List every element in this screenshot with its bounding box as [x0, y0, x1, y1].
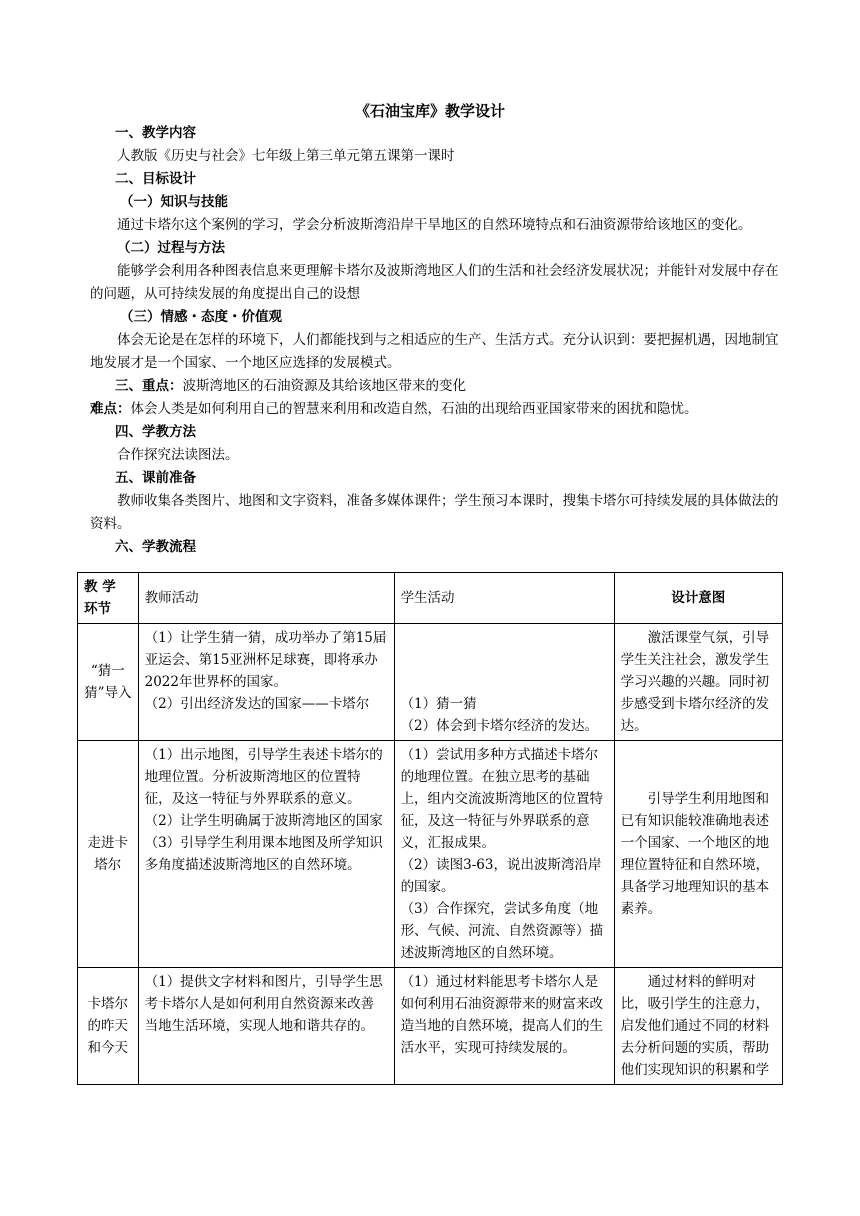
section-heading: 六、学教流程: [115, 539, 196, 555]
intent-cell: 激活课堂气氛，引导学生关注社会，激发学生学习兴趣的兴趣。同时初步感受到卡塔尔经济的发达。: [614, 624, 782, 741]
table-row: [78, 624, 783, 741]
header-intent: 设计意图: [614, 573, 782, 624]
key-point-text: 波斯湾地区的石油资源及其给该地区带来的变化: [182, 378, 466, 394]
difficulty: [90, 398, 790, 421]
student-cell: [394, 741, 614, 968]
header-teacher: 教师活动: [138, 573, 394, 624]
subsection-heading: （三）情感・态度・价值观: [120, 309, 282, 325]
table-row: [78, 741, 783, 968]
section-text: 教师收集各类图片、地图和文字资料，准备多媒体课件；学生预习本课时，搜集卡塔尔可持续发展的具体做法的资料。: [90, 493, 779, 532]
key-point: [90, 375, 790, 398]
section-heading: 二、目标设计: [115, 171, 196, 187]
subsection-text: 体会无论是在怎样的环境下，人们都能找到与之相适应的生产、生活方式。充分认识到：要把握机遇，因地制宜地发展才是一个国家、一个地区应选择的发展模式。: [90, 332, 779, 371]
section-text: 合作探究法读图法。: [117, 447, 239, 463]
subsection-text: 能够学会利用各种图表信息来更理解卡塔尔及波斯湾地区人们的生活和社会经济发展状况；并能针对发展中存在的问题，从可持续发展的角度提出自己的设想: [90, 263, 779, 302]
section-heading: 四、学教方法: [115, 424, 196, 440]
teacher-item: （3）引导学生利用课本地图及所学知识多角度描述波斯湾地区的自然环境。: [144, 835, 383, 873]
subsection-text: 通过卡塔尔这个案例的学习，学会分析波斯湾沿岸干旱地区的自然环境特点和石油资源带给该地区的变化。: [117, 217, 752, 233]
header-stage: 教 学 环节: [78, 573, 139, 624]
student-item: （3）合作探究，尝试多角度（地形、气候、河流、自然资源等）描述波斯湾地区的自然环境。: [400, 901, 604, 961]
student-item: （1）通过材料能思考卡塔尔人是如何利用石油资源带来的财富来改造当地的自然环境，提高人们的生活水平，实现可持续发展的。: [400, 974, 604, 1056]
student-item: （2）体会到卡塔尔经济的发达。: [400, 718, 599, 734]
section-heading: 一、教学内容: [115, 125, 196, 141]
teacher-cell: [138, 968, 394, 1085]
teaching-flow-table: [77, 572, 783, 1085]
teacher-item: （2）让学生明确属于波斯湾地区的国家: [144, 813, 383, 829]
student-item: （1）猜一猜: [400, 696, 477, 712]
section-heading: 五、课前准备: [115, 470, 196, 486]
intent-cell: 通过材料的鲜明对比，吸引学生的注意力，启发他们通过不同的材料去分析问题的实质，帮助他们实现知识的积累和学: [614, 968, 782, 1085]
teacher-item: （2）引出经济发达的国家——卡塔尔: [144, 696, 370, 712]
stage-cell: “猜一猜”导入: [78, 624, 139, 741]
teacher-item: （1）提供文字材料和图片，引导学生思考卡塔尔人是如何利用自然资源来改善当地生活环境，实现人地和谐共存的。: [144, 974, 383, 1034]
header-student: 学生活动: [394, 573, 614, 624]
document-title: 《石油宝库》教学设计: [354, 102, 505, 120]
subsection-heading: （二）过程与方法: [117, 240, 225, 256]
teacher-cell: [138, 624, 394, 741]
section-text: 人教版《历史与社会》七年级上第三单元第五课第一课时: [117, 148, 455, 164]
teacher-item: （1）出示地图，引导学生表述卡塔尔的地理位置。分析波斯湾地区的位置特征，及这一特征与外界联系的意义。: [144, 747, 383, 807]
stage-cell: 走进卡塔尔: [78, 741, 139, 968]
student-item: （1）尝试用多种方式描述卡塔尔的地理位置。在独立思考的基础上，组内交流波斯湾地区的位置特征，及这一特征与外界联系的意义，汇报成果。: [400, 747, 604, 851]
intent-cell: 引导学生利用地图和已有知识能较准确地表述一个国家、一个地区的地理位置特征和自然环境，具备学习地理知识的基本素养。: [614, 741, 782, 968]
teacher-cell: [138, 741, 394, 968]
table-row: [78, 968, 783, 1085]
section-content: [90, 122, 790, 559]
stage-cell: 卡塔尔的昨天和今天: [78, 968, 139, 1085]
subsection-heading: （一）知识与技能: [120, 194, 228, 210]
key-point-heading: 三、重点：: [115, 378, 183, 394]
student-cell: [394, 624, 614, 741]
student-item: （2）读图3-63，说出波斯湾沿岸的国家。: [400, 857, 602, 895]
difficulty-heading: 难点：: [90, 401, 131, 417]
student-cell: [394, 968, 614, 1085]
difficulty-text: 体会人类是如何利用自己的智慧来利用和改造自然，石油的出现给西亚国家带来的困扰和隐忧。: [130, 401, 698, 417]
table-header-row: [78, 573, 783, 624]
teacher-item: （1）让学生猜一猜，成功举办了第15届亚运会、第15亚洲杯足球赛，即将承办2022年世界杯的国家。: [144, 630, 387, 690]
